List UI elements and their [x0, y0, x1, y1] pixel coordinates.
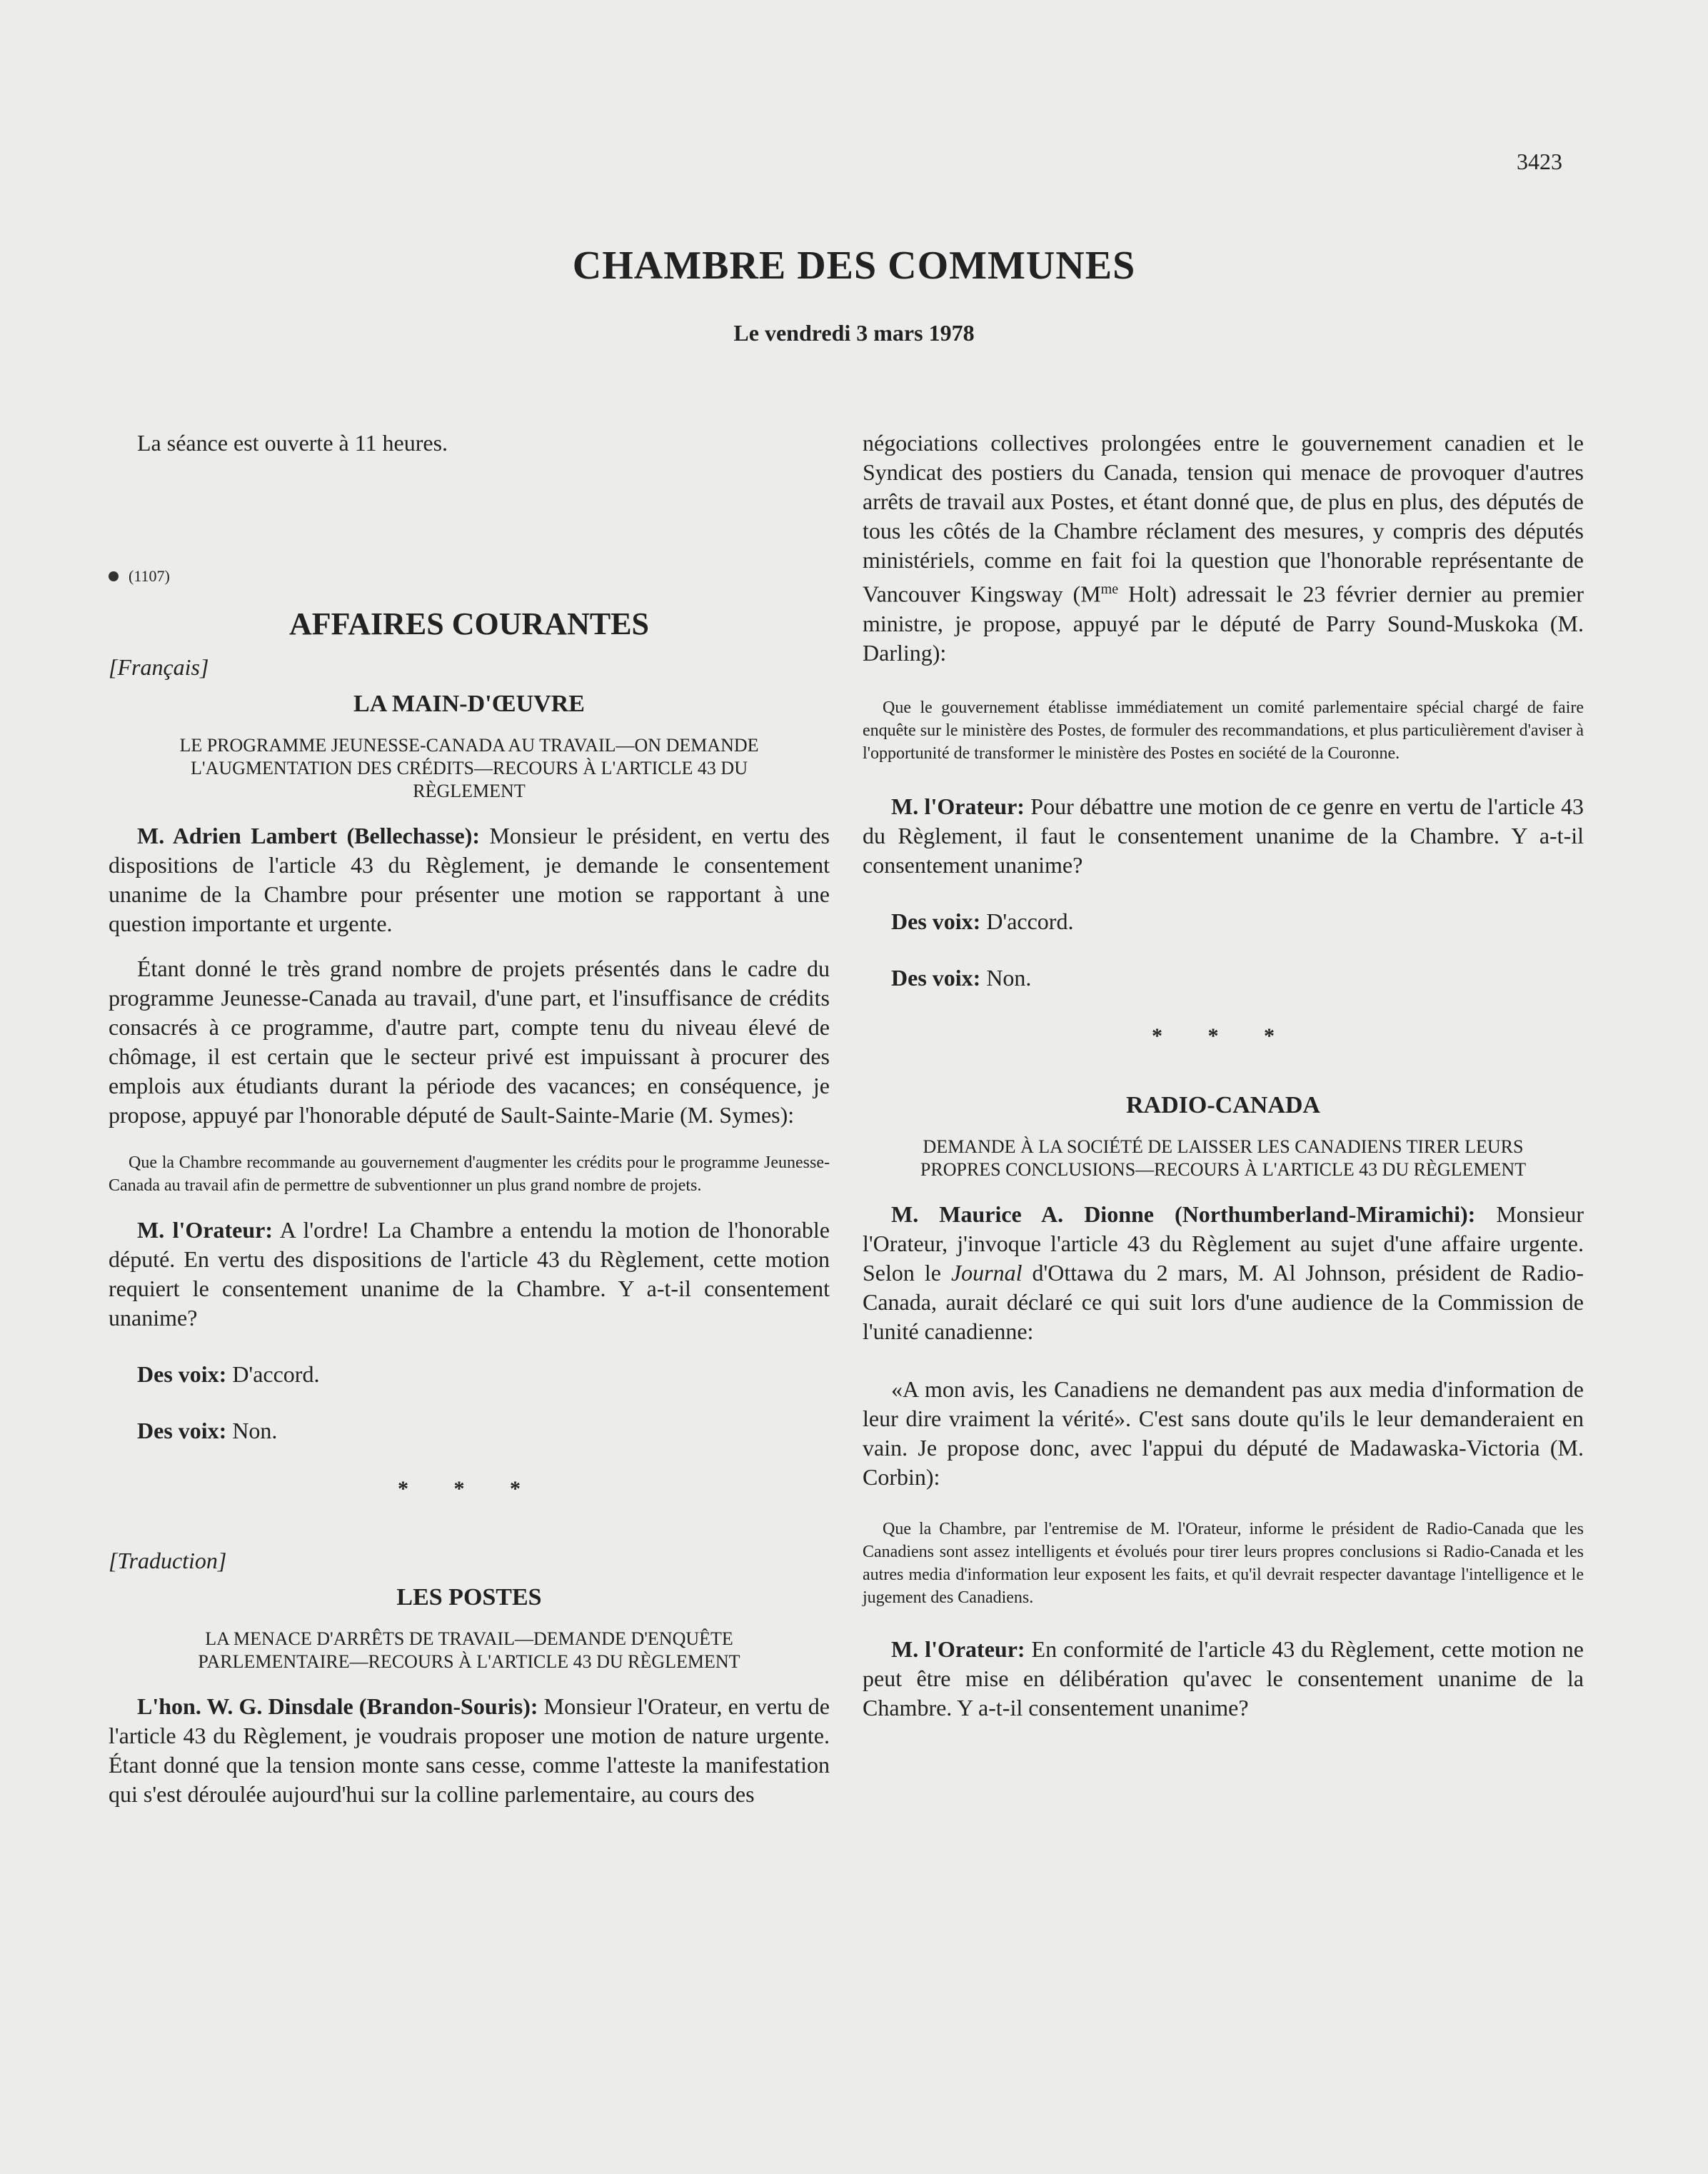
left-column: [109, 429, 830, 1809]
subtopic-heading: DEMANDE À LA SOCIÉTÉ DE LAISSER LES CANADIENS TIRER LEURS PROPRES CONCLUSIONS—RECOURS À L'ARTICLE 43 DU RÈGLEMENT: [920, 1136, 1527, 1180]
speech-paragraph: M. Maurice A. Dionne (Northumberland-Miramichi): Monsieur l'Orateur, j'invoque l'article 43 du Règlement au sujet d'une affaire urgente. Selon le Journal d'Ottawa du 2 mars, M. Al Johnson, président de Radio-Canada, aurait déclaré ce qui suit lors d'une audience de la Commission de l'unité canadienne:: [863, 1201, 1584, 1344]
voices-line: Des voix: Non.: [891, 964, 1032, 991]
speaker-name: M. Adrien Lambert (Bellechasse):: [137, 823, 481, 848]
opening-line: La séance est ouverte à 11 heures.: [137, 430, 448, 456]
language-note: [Français]: [109, 654, 209, 680]
section-separator: * * *: [398, 1477, 541, 1501]
bullet-dot-icon: [109, 571, 119, 581]
section-title: AFFAIRES COURANTES: [288, 606, 650, 641]
speaker-name: M. l'Orateur:: [891, 793, 1025, 819]
speech-paragraph: négociations collectives prolongées entre le gouvernement canadien et le Syndicat des postiers du Canada, tension qui menace de provoquer d'autres arrêts de travail aux Postes, et étant donné que, de plus en plus, des députés de tous les côtés de la Chambre réclament des mesures, y compris des députés ministériels, comme en fait foi la question que l'honorable représentante de Vancouver Kingsway ($M^{me}$ Holt) adressait le 23 février dernier au premier ministre, je propose, appuyé par le député de Parry Sound-Muskoka (M. Darling):: [863, 430, 1584, 666]
time-marker: (1107): [109, 559, 830, 591]
speech-paragraph: L'hon. W. G. Dinsdale (Brandon-Souris): Monsieur l'Orateur, en vertu de l'article 43 du Règlement, je voudrais proposer une motion de nature urgente. Étant donné que la tension monte sans cesse, comme l'atteste la manifestation qui s'est déroulée aujourd'hui sur la colline parlementaire, au cours des: [109, 1693, 830, 1807]
speech-paragraph: M. Adrien Lambert (Bellechasse): Monsieur le président, en vertu des dispositions de l'article 43 du Règlement, je demande le consentement unanime de la Chambre pour présenter une motion se rapportant à une question importante et urgente.: [109, 823, 830, 936]
language-note: [Traduction]: [109, 1548, 227, 1573]
voices-line: Des voix: D'accord.: [137, 1361, 320, 1387]
page-number: 3423: [1517, 149, 1562, 174]
speaker-name: M. Maurice A. Dionne (Northumberland-Miramichi):: [891, 1201, 1476, 1227]
motion-text: Que la Chambre, par l'entremise de M. l'Orateur, informe le président de Radio-Canada que les Canadiens sont assez intelligents et évolués pour tirer leurs propres conclusions si Radio-Canada et les autres media d'information leur exposent les faits, et qu'il devrait respecter davantage l'intelligence et le jugement des Canadiens.: [863, 1519, 1584, 1607]
topic-heading: RADIO-CANADA: [1126, 1091, 1320, 1118]
speech-paragraph: M. l'Orateur: En conformité de l'article 43 du Règlement, cette motion ne peut être mise en délibération qu'avec le consentement unanime de la Chambre. Y a-t-il consentement unanime?: [863, 1635, 1584, 1720]
speech-paragraph: M. l'Orateur: A l'ordre! La Chambre a entendu la motion de l'honorable député. En vertu des dispositions de l'article 43 du Règlement, cette motion requiert le consentement unanime de la Chambre. Y a-t-il consentement unanime?: [109, 1217, 830, 1331]
voices-line: Des voix: Non.: [137, 1418, 278, 1443]
sitting-date: Le vendredi 3 mars 1978: [733, 320, 975, 346]
speech-paragraph: Étant donné le très grand nombre de projets présentés dans le cadre du programme Jeunesse-Canada au travail, d'une part, et l'insuffisance de crédits consacrés à ce programme, d'autre part, compte tenu du niveau élevé de chômage, il est certain que le secteur privé est impuissant à procurer des emplois aux étudiants durant la période des vacances; en conséquence, je propose, appuyé par l'honorable député de Sault-Sainte-Marie (M. Symes):: [109, 956, 830, 1128]
speech-paragraph: M. l'Orateur: Pour débattre une motion de ce genre en vertu de l'article 43 du Règlement, il faut le consentement unanime de la Chambre. Y a-t-il consentement unanime?: [863, 793, 1584, 878]
subtopic-heading: LA MENACE D'ARRÊTS DE TRAVAIL—DEMANDE D'ENQUÊTE PARLEMENTAIRE—RECOURS À L'ARTICLE 43 DU RÈGLEMENT: [198, 1628, 740, 1672]
speaker-name: M. l'Orateur:: [137, 1217, 273, 1243]
topic-heading: LA MAIN-D'ŒUVRE: [353, 691, 585, 717]
topic-heading: LES POSTES: [396, 1584, 542, 1611]
voices-line: Des voix: D'accord.: [891, 908, 1074, 934]
subtopic-heading: LE PROGRAMME JEUNESSE-CANADA AU TRAVAIL—ON DEMANDE L'AUGMENTATION DES CRÉDITS—RECOURS À L'ARTICLE 43 DU RÈGLEMENT: [179, 735, 759, 801]
speech-paragraph: «A mon avis, les Canadiens ne demandent pas aux media d'information de leur dire vraiment la vérité». C'est sans doute qu'ils le leur demanderaient en vain. Je propose donc, avec l'appui du député de Madawaska-Victoria (M. Corbin):: [863, 1376, 1584, 1490]
section-separator: * * *: [1152, 1023, 1295, 1048]
motion-text: Que la Chambre recommande au gouvernement d'augmenter les crédits pour le programme Jeunesse-Canada au travail afin de permettre de subventionner un plus grand nombre de projets.: [109, 1153, 830, 1195]
right-column: [863, 429, 1584, 1723]
page-title: CHAMBRE DES COMMUNES: [572, 244, 1136, 288]
newspaper-name: Journal: [950, 1259, 1023, 1286]
speaker-name: L'hon. W. G. Dinsdale (Brandon-Souris):: [137, 1693, 538, 1719]
motion-text: Que le gouvernement établisse immédiatement un comité parlementaire spécial chargé de faire enquête sur le ministère des Postes, de formuler des recommandations, et plus particulièrement d'aviser à l'opportunité de transformer le ministère des Postes en société de la Couronne.: [863, 698, 1584, 763]
speaker-name: M. l'Orateur:: [891, 1635, 1025, 1662]
